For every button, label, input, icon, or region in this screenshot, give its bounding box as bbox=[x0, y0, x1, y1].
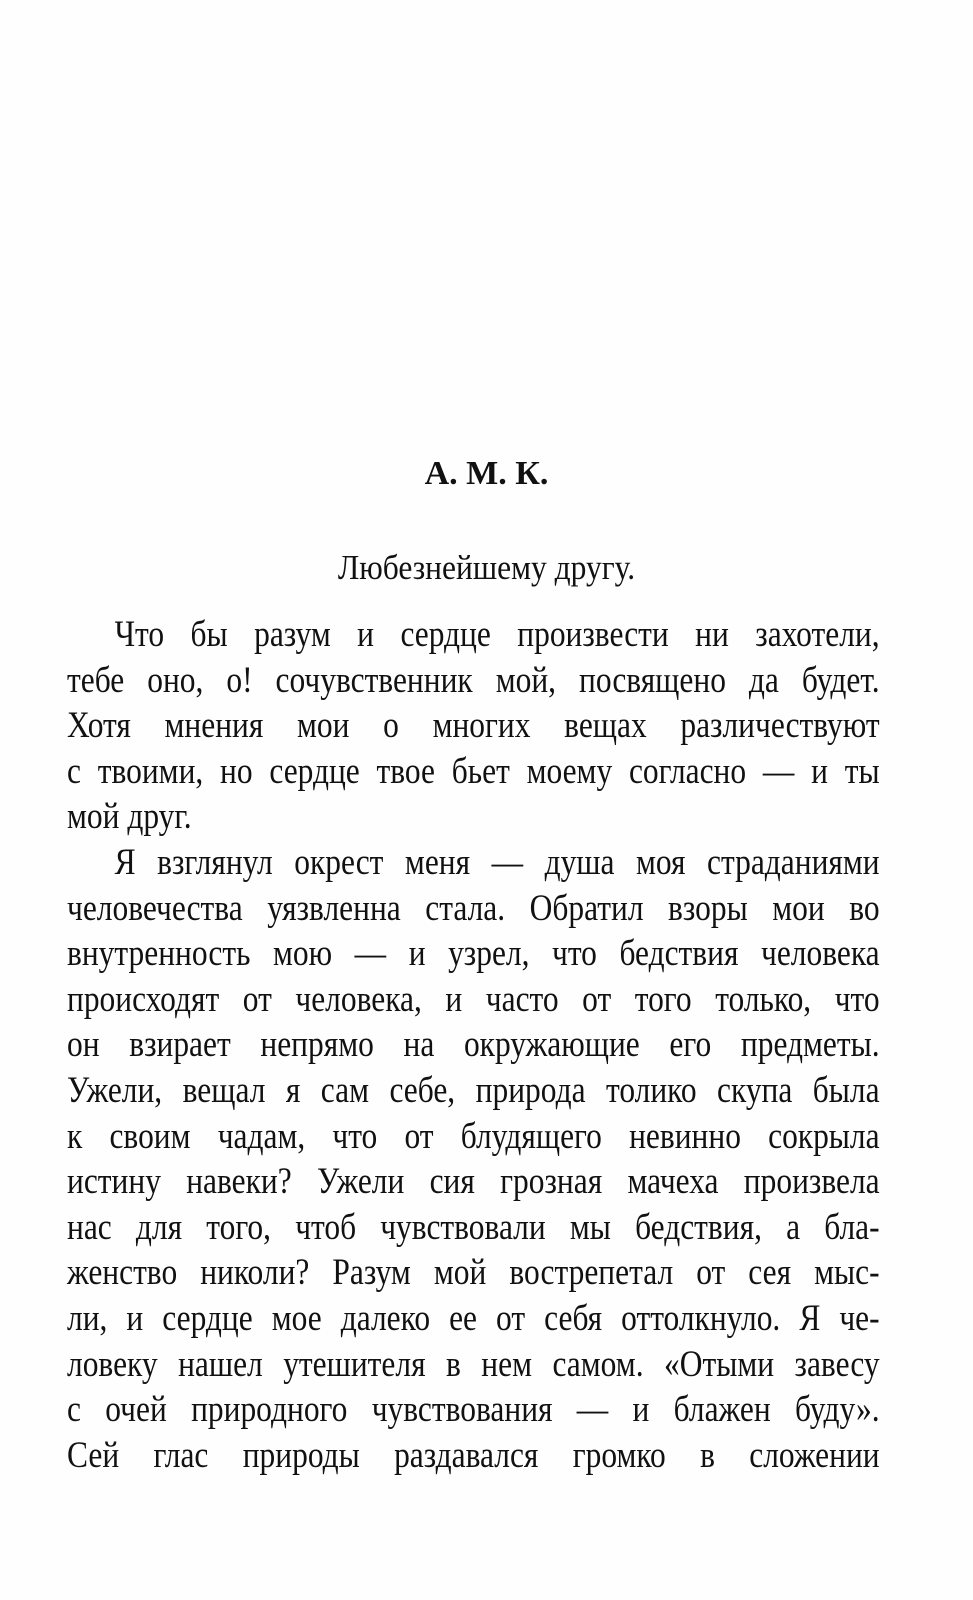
text-line: происходят от человека, и часто от того только, что bbox=[67, 978, 880, 1020]
paragraph-1 bbox=[67, 612, 973, 840]
text-line: Что бы разум и сердце произвести ни захотели, bbox=[114, 614, 880, 655]
page-heading: А. М. К. bbox=[424, 455, 549, 492]
text-line: Я взглянул окрест меня — душа моя страданиями bbox=[114, 841, 880, 883]
text-line: нас для того, чтоб чувствовали мы бедствия, а бла- bbox=[67, 1206, 880, 1248]
text-line: он взирает непрямо на окружающие его предметы. bbox=[67, 1024, 880, 1066]
text-line: тебе оно, о! сочувственник мой, посвящено да будет. bbox=[67, 659, 880, 701]
text-line: ловеку нашел утешителя в нем самом. «Отыми завесу bbox=[67, 1343, 880, 1385]
text-line: женство николи? Разум мой вострепетал от сея мыс- bbox=[67, 1252, 880, 1294]
text-line: человечества уязвленна стала. Обратил взоры мои во bbox=[67, 887, 880, 929]
text-line: мой друг. bbox=[67, 796, 192, 838]
text-line: с твоими, но сердце твое бьет моему согласно — и ты bbox=[67, 750, 880, 792]
dedication: Любезнейшему другу. bbox=[337, 548, 636, 587]
text-line: к своим чадам, что от блудящего невинно сокрыла bbox=[67, 1115, 880, 1157]
text-line: истину навеки? Ужели сия грозная мачеха произвела bbox=[67, 1161, 880, 1203]
text-line: с очей природного чувствования — и блажен буду». bbox=[67, 1389, 880, 1431]
text-line: Ужели, вещал я сам себе, природа толико скупа была bbox=[67, 1069, 880, 1111]
text-line: ли, и сердце мое далеко ее от себя оттолкнуло. Я че- bbox=[67, 1297, 880, 1339]
text-line: Сей глас природы раздавался громко в сложении bbox=[67, 1434, 880, 1476]
text-line: Хотя мнения мои о многих вещах различествуют bbox=[67, 705, 880, 747]
paragraph-2 bbox=[67, 840, 973, 1478]
body-text bbox=[67, 612, 973, 1478]
text-line: внутренность мою — и узрел, что бедствия человека bbox=[67, 933, 880, 975]
